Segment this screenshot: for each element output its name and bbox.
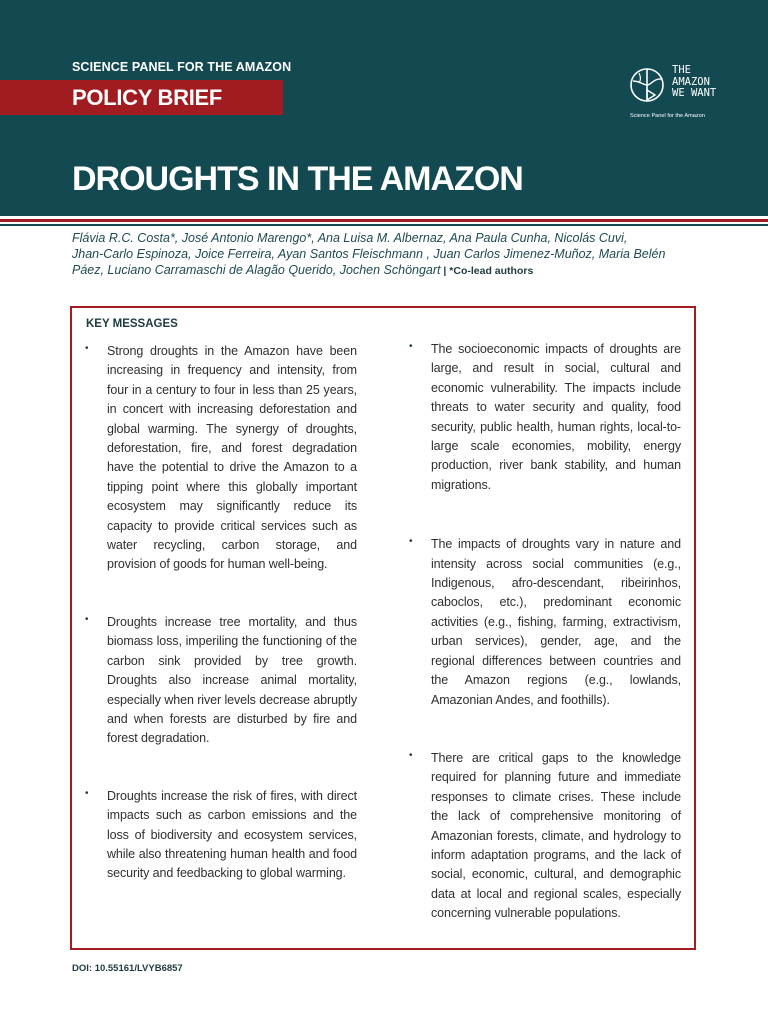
publisher-kicker: SCIENCE PANEL FOR THE AMAZON — [72, 60, 292, 74]
key-messages-right-column — [409, 340, 681, 924]
key-message-text: There are critical gaps to the knowledge required for planning future and immediate responses to climate crises. These include the lack of comprehensive monitoring of Amazonian forests, climate, and hydrology to inform adaptation programs, and the lack of social, economic, cultural, and demographic data at local and regional scales, especially concerning vulnerable populations. — [431, 750, 681, 921]
policy-brief-label: POLICY BRIEF — [72, 85, 223, 110]
key-message-text: Droughts increase the risk of fires, with direct impacts such as carbon emissions and the loss of biodiversity and ecosystem services, while also threatening human health and food security and feedbacking to global warming. — [107, 788, 357, 881]
red-divider — [0, 219, 768, 222]
bullet-icon: • — [409, 341, 413, 352]
bullet-icon: • — [85, 343, 89, 354]
list-item — [85, 342, 357, 575]
author-line-3-text: Páez, Luciano Carramaschi de Alagão Querido, Jochen Schöngart — [72, 263, 441, 277]
key-message-text: Droughts increase tree mortality, and thus biomass loss, imperiling the functioning of the carbon sink provided by tree growth. Droughts also increase animal mortality, especially when river levels decrease abruptly and when forests are disturbed by fire and forest degradation. — [107, 614, 357, 746]
logo-subtitle: Science Panel for the Amazon — [630, 113, 705, 119]
key-messages-left-column — [85, 342, 357, 884]
author-list — [72, 230, 702, 279]
list-item — [409, 535, 681, 710]
bullet-icon: • — [409, 536, 413, 548]
logo-line-1: THE — [672, 64, 691, 76]
policy-brief-bar — [0, 80, 283, 115]
co-lead-note: | *Co-lead authors — [440, 265, 534, 277]
author-line-2: Jhan-Carlo Espinoza, Joice Ferreira, Ayan Santos Fleischmann , Juan Carlos Jimenez-Muñoz, Maria Belén — [72, 247, 666, 261]
list-item — [409, 749, 681, 924]
bullet-icon: • — [85, 613, 89, 625]
amazon-we-want-logo — [628, 62, 738, 124]
globe-logo-icon — [628, 64, 666, 104]
logo-line-3: WE WANT — [672, 87, 717, 99]
list-item — [85, 787, 357, 884]
key-message-text: Strong droughts in the Amazon have been increasing in frequency and intensity, from four in a century to four in less than 25 years, in concert with increasing deforestation and global warming. The synergy of droughts, deforestation, fire, and forest degradation have the potential to drive the Amazon to a tipping point where this globally important ecosystem may significantly reduce its capacity to provide critical services such as water recycling, carbon storage, and provision of goods for human well-being. — [107, 344, 357, 572]
logo-wordmark — [672, 65, 716, 100]
list-item — [85, 613, 357, 749]
author-line-1: Flávia R.C. Costa*, José Antonio Marengo*, Ana Luisa M. Albernaz, Ana Paula Cunha, Nicolás Cuvi, — [72, 231, 628, 245]
key-messages-heading: KEY MESSAGES — [86, 318, 178, 330]
bullet-icon: • — [85, 787, 89, 799]
list-item — [409, 340, 681, 495]
key-message-text: The impacts of droughts vary in nature and intensity across social communities (e.g., Indigenous, afro-descendant, ribeirinhos, caboclos, etc.), predominant economic activities (e.g., fishing, farming, extractivism, urban services), gender, age, and the regional differences between countries and the Amazon regions (e.g., lowlands, Amazonian Andes, and foothills). — [431, 537, 681, 707]
logo-line-2: AMAZON — [672, 75, 710, 88]
author-line-3 — [72, 262, 702, 279]
teal-divider — [0, 224, 768, 226]
doi-reference: DOI: 10.55161/LVYB6857 — [72, 963, 183, 974]
key-message-text: The socioeconomic impacts of droughts are large, and result in social, cultural and economic vulnerability. The impacts include threats to water security and quality, food security, public health, human rights, local-to-large scale economies, mobility, energy production, river bank stability, and human migrations. — [431, 342, 681, 492]
key-messages-box — [70, 306, 696, 950]
header-banner — [0, 0, 768, 216]
document-title: DROUGHTS IN THE AMAZON — [72, 160, 523, 198]
bullet-icon: • — [409, 749, 413, 761]
